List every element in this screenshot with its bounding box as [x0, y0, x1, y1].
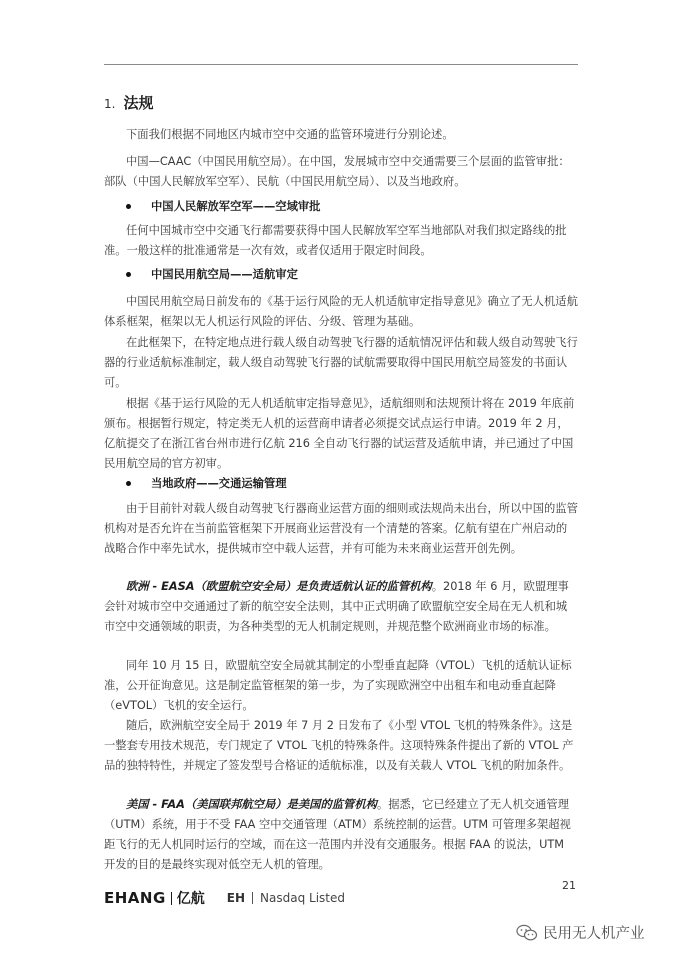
- paragraph-regulation-timeline: 根据《基于运行风险的无人机适航审定指导意见》，适航细则和法规预计将在 2019 年底前颁布。根据暂行规定，特定类无人机的运营商申请者必须提交试点运行申请。2019 年 2 月，亿航提交了在浙江省台州市进行亿航 216 全自动飞行器的试运营及适航申请，并已通过了中国民用航空局的官方初审。: [104, 397, 575, 470]
- paragraph-airworthiness: 在此框架下，在特定地点进行载人级自动驾驶飞行器的适航情况评估和载人级自动驾驶飞行器的行业适航标准制定，载人级自动驾驶飞行器的试航需要取得中国民用航空局签发的书面认可。: [104, 336, 578, 389]
- footer-logo: [104, 889, 345, 907]
- paragraph-easa-vtol: 同年 10 月 15 日，欧盟航空安全局就其制定的小型垂直起降（VTOL）飞机的适航认证标准，公开征询意见。这是制定监管框架的第一步，为了实现欧洲空中出租车和电动垂直起降（eVTOL）飞机的安全运行。: [104, 659, 572, 712]
- ehang-logo-cn: 亿航: [176, 891, 205, 907]
- wechat-icon: [516, 924, 538, 942]
- bullet-dot-icon: [126, 272, 131, 277]
- paragraph-intro: 下面我们根据不同地区内城市空中交通的监管环境进行分别论述。: [126, 128, 454, 141]
- paragraph-china-caac: 中国—CAAC（中国民用航空局）。在中国，发展城市空中交通需要三个层面的监管审批：部队（中国人民解放军空军）、民航（中国民用航空局）、以及当地政府。: [104, 155, 570, 188]
- wechat-account-name: 民用无人机产业: [543, 926, 645, 942]
- section-title: 法规: [123, 94, 154, 112]
- bullet-airforce: 中国人民解放军空军——空域审批: [126, 198, 320, 214]
- section-heading: [104, 92, 153, 113]
- ticker-divider: [252, 892, 253, 904]
- exchange-label: Nasdaq Listed: [260, 891, 345, 905]
- paragraph-easa-special-conditions: 随后，欧洲航空安全局于 2019 年 7 月 2 日发布了《小型 VTOL 飞机的特殊条件》。这是一整套专用技术规范，专门规定了 VTOL 飞机的特殊条件。这项特殊条件提出了新的 VTOL 产品的独特特性，并规定了签发型号合格证的适航标准，以及有关载人 VTOL 飞机的附加条件。: [104, 719, 574, 772]
- paragraph-europe-easa: 欧洲 - EASA（欧盟航空安全局）是负责适航认证的监管机构。2018 年 6 月，欧盟理事会针对城市空中交通通过了新的航空安全法则，其中正式明确了欧盟航空安全局在无人机和城市空中交通领域的职责，为各种类型的无人机制定规则，并规范整个欧洲商业市场的标准。: [104, 580, 569, 633]
- logo-divider: [171, 892, 172, 905]
- section-number: 1.: [104, 97, 116, 111]
- paragraph-commercial-operations: 由于目前针对载人级自动驾驶飞行器商业运营方面的细则或法规尚未出台，所以中国的监管机构对是否允许在当前监管框架下开展商业运营没有一个清楚的答案。亿航有望在广州启动的战略合作中率先试水，提供城市空中载人运营，并有可能为未来商业运营开创先例。: [104, 502, 578, 555]
- header-rule: [104, 64, 578, 65]
- bullet-dot-icon: [126, 204, 131, 209]
- paragraph-caac-framework: 中国民用航空局日前发布的《基于运行风险的无人机适航审定指导意见》确立了无人机适航体系框架，框架以无人机运行风险的评估、分级、管理为基础。: [104, 295, 578, 328]
- stock-ticker: EH: [226, 891, 246, 905]
- page-number: 21: [562, 879, 576, 892]
- paragraph-usa-faa: 美国 - FAA（美国联邦航空局）是美国的监管机构。据悉，它已经建立了无人机交通管理（UTM）系统，用于不受 FAA 空中交通管理（ATM）系统控制的运营。UTM 可管理多架超视距飞行的无人机同时运行的空域，而在这一范围内并没有交通服务。根据 FAA 的说法，UTM 开发的目的是最终实现对低空无人机的管理。: [104, 798, 571, 871]
- faa-lead: 美国 - FAA（美国联邦航空局）是美国的监管机构: [126, 798, 377, 811]
- bullet-dot-icon: [126, 481, 131, 486]
- bullet-caac: 中国民用航空局——适航审定: [126, 266, 298, 282]
- easa-lead: 欧洲 - EASA（欧盟航空安全局）是负责适航认证的监管机构: [126, 580, 432, 593]
- bullet-local-gov: 当地政府——交通运输管理: [126, 475, 287, 491]
- wechat-watermark: [516, 922, 645, 943]
- ehang-logo-text: EHANG: [104, 889, 166, 907]
- paragraph-airforce-approval: 任何中国城市空中交通飞行都需要获得中国人民解放军空军当地部队对我们拟定路线的批准。一般这样的批准通常是一次有效，或者仅适用于限定时间段。: [104, 224, 567, 257]
